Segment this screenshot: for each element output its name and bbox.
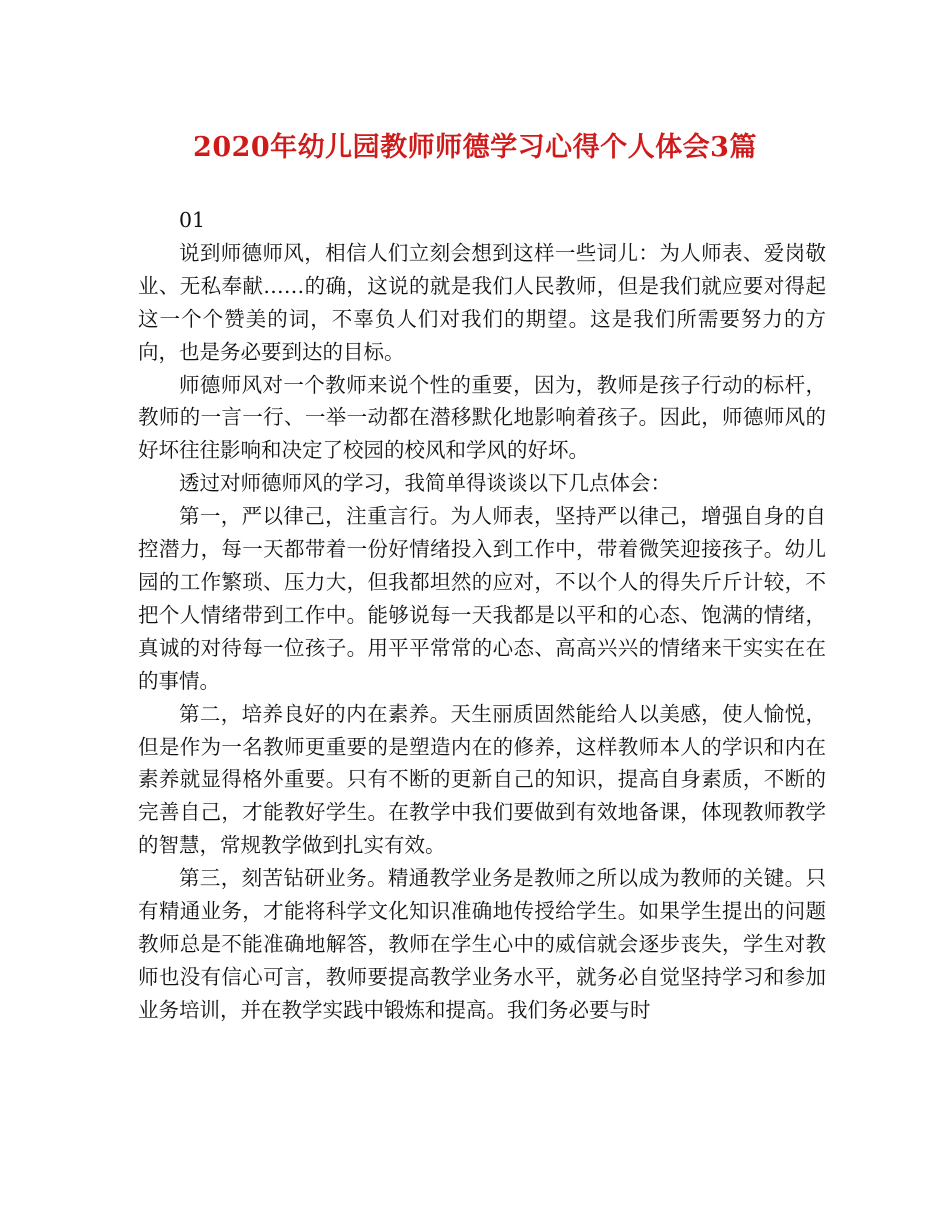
paragraph-point-one: 第一，严以律己，注重言行。为人师表，坚持严以律己，增强自身的自控潜力，每一天都带着一份好情绪投入到工作中，带着微笑迎接孩子。幼儿园的工作繁琐、压力大，但我都坦然的应对，不以个人的得失斤斤计较，不把个人情绪带到工作中。能够说每一天我都是以平和的心态、饱满的情绪，真诚的对待每一位孩子。用平平常常的心态、高高兴兴的情绪来干实实在在的事情。 xyxy=(138,504,826,693)
document-title: 2020年幼儿园教师师德学习心得个人体会3篇 xyxy=(193,132,757,163)
section-number: 01 xyxy=(179,208,206,232)
paragraph-point-two: 第二，培养良好的内在素养。天生丽质固然能给人以美感，使人愉悦，但是作为一名教师更重要的是塑造内在的修养，这样教师本人的学识和内在素养就显得格外重要。只有不断的更新自己的知识，提高自身素质，不断的完善自己，才能教好学生。在教学中我们要做到有效地备课，体现教师教学的智慧，常规教学做到扎实有效。 xyxy=(138,701,826,858)
paragraph-lead-in: 透过对师德师风的学习，我简单得谈谈以下几点体会： xyxy=(179,471,671,496)
paragraph-point-three: 第三，刻苦钻研业务。精通教学业务是教师之所以成为教师的关键。只有精通业务，才能将科学文化知识准确地传授给学生。如果学生提出的问题教师总是不能准确地解答，教师在学生心中的威信就会逐步丧失，学生对教师也没有信心可言，教师要提高教学业务水平，就务必自觉坚持学习和参加业务培训，并在教学实践中锻炼和提高。我们务必要与时 xyxy=(138,866,826,1022)
paragraph-intro: 说到师德师风，相信人们立刻会想到这样一些词儿：为人师表、爱岗敬业、无私奉献……的确，这说的就是我们人民教师，但是我们就应要对得起这一个个赞美的词，不辜负人们对我们的期望。这是我们所需要努力的方向，也是务必要到达的目标。 xyxy=(138,240,826,364)
paragraph-importance: 师德师风对一个教师来说个性的重要，因为，教师是孩子行动的标杆，教师的一言一行、一举一动都在潜移默化地影响着孩子。因此，师德师风的好坏往往影响和决定了校园的校风和学风的好坏。 xyxy=(138,372,826,463)
document-body xyxy=(138,204,826,1027)
